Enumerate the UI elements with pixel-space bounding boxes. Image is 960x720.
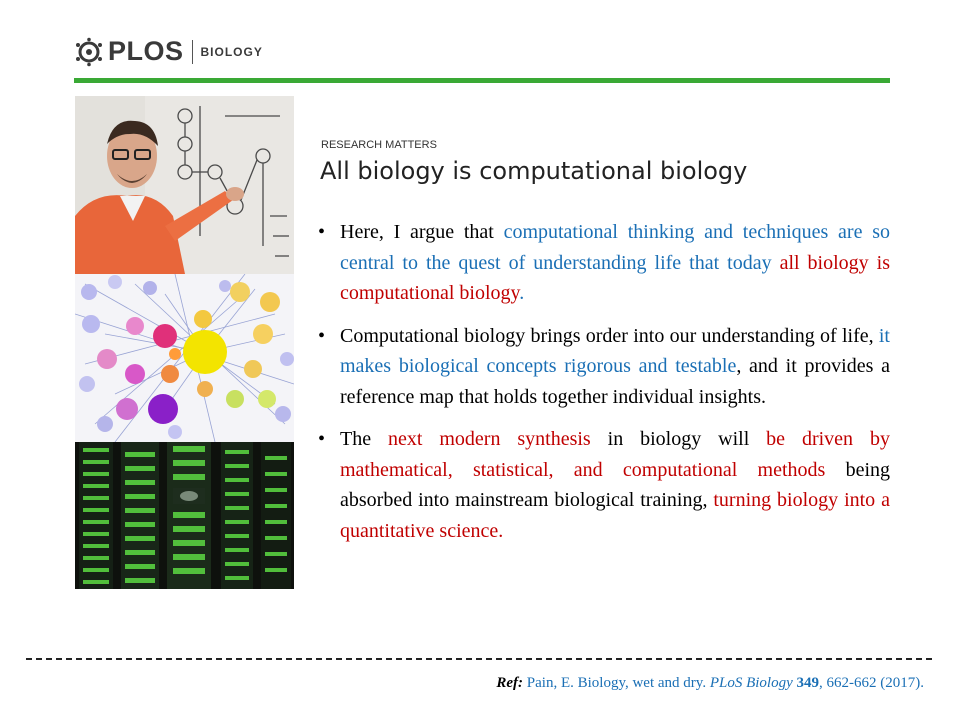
bullet-text-highlight: computational thinking and techniques are so central to the quest of understanding life that today bbox=[340, 221, 890, 274]
logo-divider bbox=[192, 40, 193, 64]
header-rule bbox=[74, 78, 890, 83]
bullet-text-emphasis: all biology is computational biology bbox=[340, 251, 891, 304]
bullet-text: in biology will bbox=[590, 428, 767, 450]
scientist-whiteboard-photo bbox=[75, 96, 294, 274]
bullet-point bbox=[318, 321, 890, 413]
logo-subtitle: BIOLOGY bbox=[200, 44, 263, 59]
bullet-text: , and it provides a reference map that holds together individual insights. bbox=[340, 355, 890, 408]
logo-wordmark: PLOS bbox=[108, 36, 184, 66]
bullet-text-highlight: it makes biological concepts rigorous and testable bbox=[340, 324, 890, 377]
bullet-text: being absorbed into mainstream biological training, bbox=[340, 458, 891, 511]
bullet-text: The bbox=[340, 428, 389, 450]
reference-pages: , 662-662 (2017). bbox=[819, 675, 924, 691]
paper-kicker: RESEARCH MATTERS bbox=[321, 139, 437, 151]
network-diagram-image bbox=[75, 274, 294, 442]
bullet-text-emphasis: be driven by mathematical, statistical, and computational methods bbox=[340, 428, 890, 481]
bullet-point bbox=[318, 217, 890, 309]
paper-title: All biology is computational biology bbox=[320, 157, 748, 185]
reference-label: Ref: bbox=[496, 675, 524, 691]
reference-journal: PLoS Biology bbox=[709, 675, 793, 691]
bullet-text-emphasis: turning biology into a quantitative science. bbox=[340, 489, 890, 542]
bullet-text-highlight: . bbox=[519, 282, 525, 304]
plos-biology-logo bbox=[74, 36, 263, 67]
reference-volume: 349 bbox=[796, 675, 819, 691]
bullet-point bbox=[318, 424, 890, 546]
reference-authors: Pain, E. Biology, wet and dry. bbox=[523, 675, 710, 691]
bullet-text: Computational biology brings order into our understanding of life, bbox=[340, 324, 879, 347]
bullet-text: Here, I argue that bbox=[340, 221, 504, 243]
key-points-list bbox=[318, 217, 890, 558]
bullet-text-emphasis: next modern synthesis bbox=[388, 428, 591, 450]
server-rack-photo bbox=[75, 442, 294, 589]
footer-divider bbox=[26, 658, 932, 660]
reference-citation bbox=[496, 675, 924, 692]
plos-logo-icon bbox=[74, 37, 104, 67]
